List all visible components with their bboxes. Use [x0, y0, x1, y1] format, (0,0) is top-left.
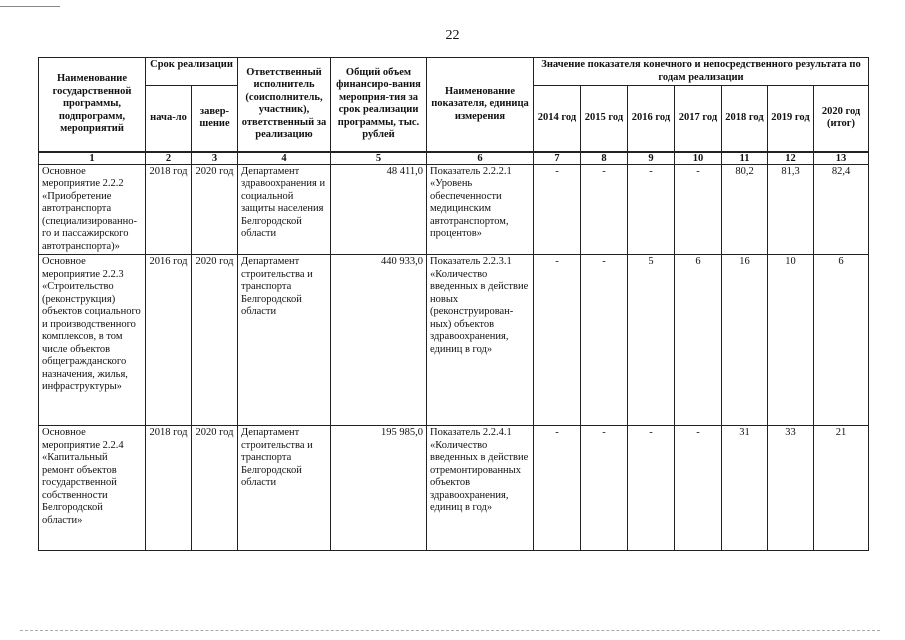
value-2018: 16	[722, 255, 768, 426]
header-indicator-values: Значение показателя конечного и непосредственного результата по годам реализации	[534, 58, 869, 86]
header-responsible: Ответственный исполнитель (соисполнитель, участник), ответственный за реализацию	[238, 58, 331, 152]
financing-amount: 48 411,0	[331, 164, 427, 255]
start-year: 2018 год	[146, 164, 192, 255]
value-2019: 33	[768, 426, 814, 551]
value-2017: 6	[675, 255, 722, 426]
value-2015: -	[581, 255, 628, 426]
column-number: 12	[768, 152, 814, 165]
value-2020: 82,4	[814, 164, 869, 255]
value-2015: -	[581, 164, 628, 255]
header-year: 2015 год	[581, 86, 628, 152]
column-number: 6	[427, 152, 534, 165]
end-year: 2020 год	[192, 426, 238, 551]
value-2017: -	[675, 164, 722, 255]
value-2016: -	[628, 164, 675, 255]
value-2014: -	[534, 164, 581, 255]
value-2014: -	[534, 255, 581, 426]
header-program-name: Наименование государственной программы, подпрограмм, мероприятий	[39, 58, 146, 152]
value-2019: 81,3	[768, 164, 814, 255]
table-row	[39, 255, 869, 426]
end-year: 2020 год	[192, 255, 238, 426]
header-year: 2014 год	[534, 86, 581, 152]
start-year: 2018 год	[146, 426, 192, 551]
value-2017: -	[675, 426, 722, 551]
header-indicator: Наименование показателя, единица измерения	[427, 58, 534, 152]
column-number: 4	[238, 152, 331, 165]
value-2018: 31	[722, 426, 768, 551]
start-year: 2016 год	[146, 255, 192, 426]
header-financing: Общий объем финансиро-вания мероприя-тия за срок реализации программы, тыс. рублей	[331, 58, 427, 152]
column-number: 13	[814, 152, 869, 165]
column-number: 8	[581, 152, 628, 165]
value-2020: 21	[814, 426, 869, 551]
indicator-name: Показатель 2.2.4.1 «Количество введенных в действие отремонтированных объектов здравоохранения, единиц в год»	[427, 426, 534, 551]
value-2019: 10	[768, 255, 814, 426]
column-number: 3	[192, 152, 238, 165]
value-2020: 6	[814, 255, 869, 426]
header-year: 2019 год	[768, 86, 814, 152]
value-2018: 80,2	[722, 164, 768, 255]
column-number: 7	[534, 152, 581, 165]
header-end: завер-шение	[192, 86, 238, 152]
column-number: 1	[39, 152, 146, 165]
measure-name: Основное мероприятие 2.2.4 «Капитальный ремонт объектов государственной собственности Белгородской области»	[39, 426, 146, 551]
financing-amount: 440 933,0	[331, 255, 427, 426]
table-row	[39, 426, 869, 551]
value-2014: -	[534, 426, 581, 551]
financing-amount: 195 985,0	[331, 426, 427, 551]
column-number-row	[39, 152, 869, 165]
header-start: нача-ло	[146, 86, 192, 152]
column-number: 5	[331, 152, 427, 165]
column-number: 10	[675, 152, 722, 165]
header-year: 2016 год	[628, 86, 675, 152]
measure-name: Основное мероприятие 2.2.2 «Приобретение автотранспорта (специализированно-го и пассажирского автотранспорта)»	[39, 164, 146, 255]
responsible-executor: Департамент здравоохранения и социальной защиты населения Белгородской области	[238, 164, 331, 255]
indicator-table	[38, 57, 869, 551]
value-2016: -	[628, 426, 675, 551]
column-number: 11	[722, 152, 768, 165]
scan-bottom-edge	[20, 630, 880, 631]
page-number: 22	[445, 28, 460, 43]
value-2015: -	[581, 426, 628, 551]
indicator-name: Показатель 2.2.3.1 «Количество введенных в действие новых (реконструирован-ных) объектов здравоохранения, единиц в год»	[427, 255, 534, 426]
header-year: 2017 год	[675, 86, 722, 152]
indicator-name: Показатель 2.2.2.1 «Уровень обеспеченности медицинским автотранспортом, процентов»	[427, 164, 534, 255]
end-year: 2020 год	[192, 164, 238, 255]
responsible-executor: Департамент строительства и транспорта Белгородской области	[238, 426, 331, 551]
header-year: 2018 год	[722, 86, 768, 152]
column-number: 9	[628, 152, 675, 165]
scan-edge-mark	[0, 0, 60, 7]
value-2016: 5	[628, 255, 675, 426]
header-year: 2020 год (итог)	[814, 86, 869, 152]
measure-name: Основное мероприятие 2.2.3 «Строительство (реконструкция) объектов социального и производственного комплексов, в том числе объектов общегражданского назначения, жилья, инфраструктуры»	[39, 255, 146, 426]
responsible-executor: Департамент строительства и транспорта Белгородской области	[238, 255, 331, 426]
header-period: Срок реализации	[146, 58, 238, 86]
table-row	[39, 164, 869, 255]
column-number: 2	[146, 152, 192, 165]
